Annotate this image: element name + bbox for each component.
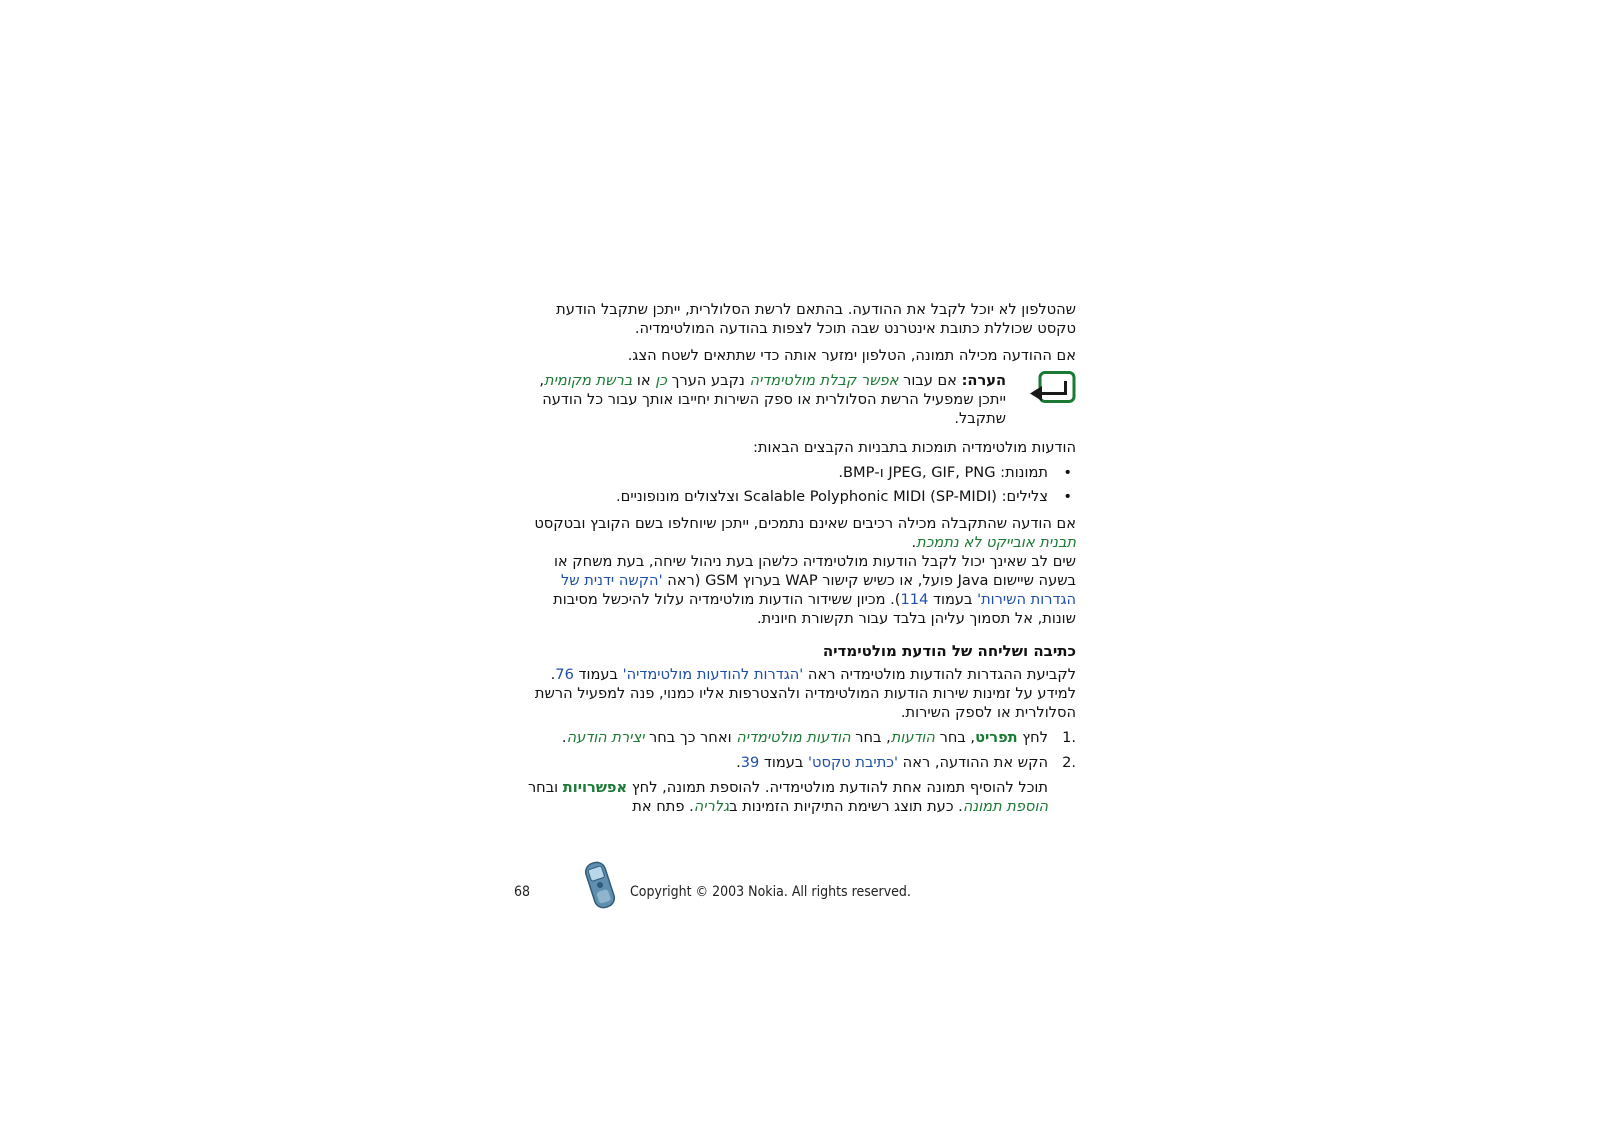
copyright-text: Copyright © 2003 Nokia. All rights reserved.: [630, 884, 911, 900]
note-text: , ייתכן שמפעיל הרשת הסלולרית או ספק השירות יחייבו אותך עבור כל הודעה שתקבל.: [539, 372, 1006, 427]
text-run: אם הודעה שהתקבלה מכילה רכיבים שאינם נתמכים, ייתכן שיוחלפו בשם הקובץ ובטקסט: [534, 515, 1076, 532]
page-number: 68: [514, 884, 531, 900]
text-run: ואחר כך בחר: [644, 729, 737, 746]
paragraph-formats: הודעות מולטימדיה תומכות בתבניות הקבצים הבאות:: [752, 439, 1076, 456]
step-number: .1: [1062, 729, 1076, 746]
note-value-local: ברשת מקומית: [544, 372, 633, 389]
text-run: לקביעת ההגדרות להודעות מולטימדיה ראה: [803, 666, 1076, 683]
text-run: תוכל להוסיף תמונה אחת להודעת מולטימדיה. להוספת תמונה, לחץ: [627, 779, 1048, 796]
paragraph-intro: שהטלפון לא יוכל לקבל את ההודעה. בהתאם לרשת הסלולרית, ייתכן שתקבל הודעת טקסט שכוללת כתובת אינטרנט שבה תוכל לצפות בהודעה המולטימדיה.: [556, 301, 1076, 337]
text-run: . כעת תוצג רשימת התיקיות הזמינות ב: [729, 798, 963, 815]
paragraph-restrictions: [516, 552, 1076, 628]
options-key-term: אפשרויות: [562, 779, 628, 796]
menu-term-create: יצירת הודעה: [566, 729, 645, 746]
page-reference-link[interactable]: 39: [740, 754, 760, 771]
menu-term-messages: הודעות: [890, 729, 935, 746]
text-run: ובחר: [527, 779, 563, 796]
menu-term-gallery: גלריה: [693, 798, 730, 815]
format-list: [516, 463, 1076, 506]
step-item: [516, 728, 1076, 747]
list-item: • צלילים: Scalable Polyphonic MIDI (SP-MIDI) וצלצולים מונופוניים.: [516, 487, 1048, 506]
section-heading: כתיבה ושליחה של הודעת מולטימדיה: [822, 642, 1076, 660]
page-body: [516, 300, 1076, 816]
cross-reference-link[interactable]: 'הקשה ידנית של הגדרות השירות': [560, 572, 1076, 608]
paragraph-unsupported: [516, 514, 1076, 552]
text-run: . פתח את: [632, 798, 694, 815]
unsupported-object-term: תבנית אובייקט לא נתמכת: [916, 534, 1076, 551]
text-run: ). מכיון ששידור הודעות מולטימדיה עלול להיכשל מסיבות שונות, אל תסמוך עליהן בלבד עבור תקשורת חיונית.: [553, 591, 1076, 627]
page-reference-link[interactable]: 114: [900, 591, 929, 608]
text-run: בעמוד: [573, 666, 623, 683]
text-run: שים לב שאינך יכול לקבל הודעות מולטימדיה כלשהן בעת ניהול שיחה, בעת משחק או בשעה שיישום Java פועל, או כשיש קישור WAP בערוץ GSM (ראה: [553, 553, 1076, 589]
text-run: , בחר: [850, 729, 891, 746]
note-block: [516, 371, 1076, 428]
menu-term-add-image: הוספת תמונה: [962, 798, 1048, 815]
note-text: נקבע הערך: [667, 372, 750, 389]
step-item: [516, 753, 1076, 772]
note-value-yes: כן: [655, 372, 667, 389]
step-number: .2: [1062, 754, 1076, 771]
page-footer: [500, 864, 940, 924]
menu-term-multimedia: הודעות מולטימדיה: [736, 729, 851, 746]
text-run: בעמוד: [759, 754, 808, 771]
steps-list: [516, 728, 1076, 772]
paragraph-image-resize: אם ההודעה מכילה תמונה, הטלפון ימזער אותה כדי שתתאים לשטח הצג.: [627, 347, 1076, 364]
text-run: הקש את ההודעה, ראה: [898, 754, 1048, 771]
menu-key-term: תפריט: [975, 729, 1018, 746]
page-reference-link[interactable]: 76: [555, 666, 574, 683]
note-option-name: אפשר קבלת מולטימדיה: [749, 372, 899, 389]
text-run: .: [561, 729, 567, 746]
note-text: אם עבור: [898, 372, 962, 389]
paragraph-settings: [516, 665, 1076, 722]
text-run: בעמוד: [928, 591, 978, 608]
text-run: . למידע על זמינות שירות הודעות המולטימדיה ולהצטרפות אליו כמנוי, פנה למפעיל הרשת הסלולרית או לספק השירות.: [534, 666, 1076, 721]
note-text: או: [632, 372, 656, 389]
note-arrow-icon: [1026, 371, 1076, 403]
text-run: לחץ: [1017, 729, 1048, 746]
text-run: .: [911, 534, 917, 551]
text-run: , בחר: [934, 729, 976, 746]
note-label: הערה:: [961, 372, 1006, 389]
list-item: • תמונות: JPEG, GIF, PNG ו-BMP.: [516, 463, 1048, 482]
cross-reference-link[interactable]: 'הגדרות להודעות מולטימדיה': [622, 666, 804, 683]
text-run: .: [736, 754, 741, 771]
cross-reference-link[interactable]: 'כתיבת טקסט': [808, 754, 899, 771]
phone-thumbnail-icon: [580, 858, 620, 912]
paragraph-add-image: [516, 778, 1076, 816]
